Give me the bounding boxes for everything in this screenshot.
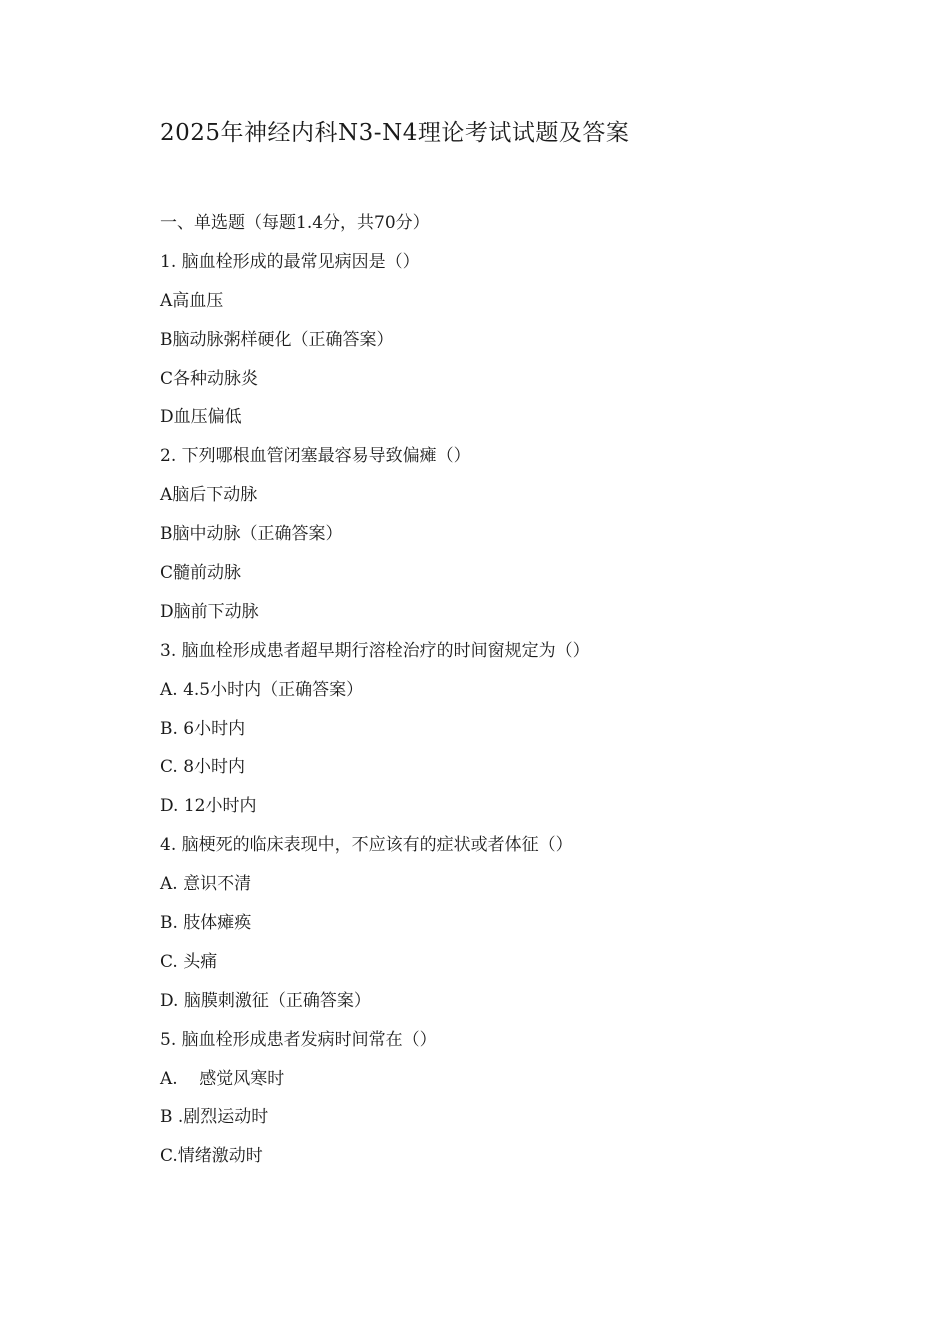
question-4-option-a: A. 意识不清 xyxy=(160,874,252,895)
question-2-option-d: D脑前下动脉 xyxy=(160,601,259,622)
question-section xyxy=(160,204,860,1176)
question-4-option-c: C. 头痛 xyxy=(160,951,218,972)
question-3-option-d: D. 12小时内 xyxy=(160,796,257,817)
document-title: 2025年神经内科N3-N4理论考试试题及答案 xyxy=(160,120,630,146)
question-3-option-c: C. 8小时内 xyxy=(160,757,246,778)
question-stem-2: 2. 下列哪根血管闭塞最容易导致偏瘫（） xyxy=(160,446,471,467)
question-stem-5: 5. 脑血栓形成患者发病时间常在（） xyxy=(160,1029,437,1050)
question-stem-4: 4. 脑梗死的临床表现中，不应该有的症状或者体征（） xyxy=(160,835,573,856)
question-1-option-a: A高血压 xyxy=(160,290,224,311)
question-stem-3: 3. 脑血栓形成患者超早期行溶栓治疗的时间窗规定为（） xyxy=(160,640,590,661)
question-1-option-c: C各种动脉炎 xyxy=(160,368,259,389)
question-2-option-b: B脑中动脉（正确答案） xyxy=(160,524,343,545)
question-1-option-d: D血压偏低 xyxy=(160,407,242,428)
question-5-option-a: A. 感觉风寒时 xyxy=(160,1068,285,1089)
question-3-option-a: A. 4.5小时内（正确答案） xyxy=(160,679,364,700)
question-4-option-b: B. 肢体瘫痪 xyxy=(160,913,252,934)
question-3-option-b: B. 6小时内 xyxy=(160,718,246,739)
question-stem-1: 1. 脑血栓形成的最常见病因是（） xyxy=(160,251,420,272)
question-5-option-b: B .剧烈运动时 xyxy=(160,1107,269,1128)
question-2-option-c: C髓前动脉 xyxy=(160,563,242,584)
question-5-option-c: C.情绪激动时 xyxy=(160,1146,263,1167)
question-4-option-d: D. 脑膜刺激征（正确答案） xyxy=(160,990,371,1011)
section-heading: 一、单选题（每题1.4分，共70分） xyxy=(160,213,430,233)
question-2-option-a: A脑后下动脉 xyxy=(160,485,258,506)
question-1-option-b: B脑动脉粥样硬化（正确答案） xyxy=(160,329,394,350)
